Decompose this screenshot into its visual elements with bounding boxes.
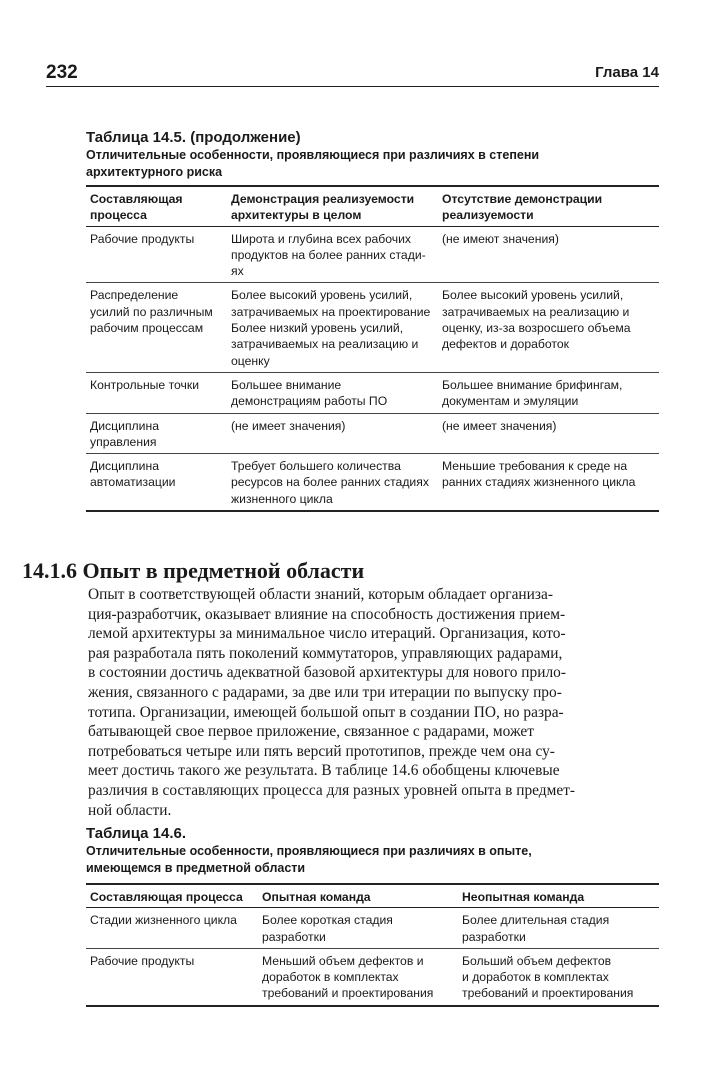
table-cell bbox=[86, 454, 227, 511]
table-subtitle bbox=[86, 147, 659, 181]
chapter-label: Глава 14 bbox=[595, 64, 659, 81]
text-line: затрачиваемых на реализацию и bbox=[231, 337, 419, 352]
section-heading: 14.1.6 Опыт в предметной области bbox=[22, 558, 365, 583]
text-line: Рабочие продукты bbox=[90, 953, 195, 968]
table-cell bbox=[458, 948, 659, 1005]
table-cell bbox=[86, 226, 227, 283]
text-line: архитектуры в целом bbox=[231, 208, 362, 223]
table-cell bbox=[227, 226, 438, 283]
body-line: потребоваться четыре или пять версий прототипов, прежде чем она су- bbox=[88, 742, 555, 760]
header-rule bbox=[46, 86, 659, 87]
text-line: Больший объем дефектов bbox=[462, 953, 612, 968]
body-line: Опыт в соответствующей области знаний, которым обладает организа- bbox=[88, 586, 553, 603]
text-line: Демонстрация реализуемости bbox=[231, 192, 415, 206]
text-line: Контрольные точки bbox=[90, 377, 200, 392]
text-line: Более высокий уровень усилий, bbox=[442, 288, 624, 303]
text-line: Дисциплина bbox=[90, 459, 159, 474]
table-row bbox=[86, 283, 659, 372]
text-line: затрачиваемых на проектирование bbox=[231, 304, 431, 319]
text-line: Составляющая bbox=[90, 192, 183, 206]
table-row bbox=[86, 908, 659, 949]
page-number: 232 bbox=[46, 62, 78, 83]
text-line: Распределение bbox=[90, 288, 179, 303]
table-14-5-block bbox=[86, 128, 659, 512]
table-row bbox=[86, 454, 659, 511]
table-header-row bbox=[86, 884, 659, 908]
text-line: Меньшие требования к среде на bbox=[442, 459, 628, 474]
table-title: Таблица 14.5. (продолжение) bbox=[86, 129, 301, 146]
text-line: Дисциплина bbox=[90, 418, 159, 433]
table-cell bbox=[86, 372, 227, 413]
text-line: Составляющая процесса bbox=[90, 890, 243, 904]
text-line: Рабочие продукты bbox=[90, 231, 195, 246]
table-cell bbox=[438, 283, 659, 372]
text-line: ранних стадиях жизненного цикла bbox=[442, 475, 636, 490]
body-line: в состоянии достичь адекватной базовой архитектуры для нового прило- bbox=[88, 664, 566, 682]
text-line: усилий по различным bbox=[90, 304, 213, 319]
table-cell bbox=[86, 948, 258, 1005]
text-line: реализуемости bbox=[442, 208, 534, 223]
table-cell bbox=[438, 413, 659, 454]
text-line: требований и проектирования bbox=[462, 986, 634, 1001]
column-header bbox=[438, 186, 659, 226]
text-line: Более длительная стадия bbox=[462, 913, 610, 928]
table-cell bbox=[227, 413, 438, 454]
body-line: ция-разработчик, оказывает влияние на способность достижения прием- bbox=[88, 605, 566, 623]
table-title: Таблица 14.6. bbox=[86, 825, 187, 842]
text-line: продуктов на более ранних стади- bbox=[231, 247, 426, 262]
text-line: Более высокий уровень усилий, bbox=[231, 288, 413, 303]
table-row bbox=[86, 372, 659, 413]
text-line: Меньший объем дефектов и bbox=[262, 953, 424, 968]
table-subtitle-line: Отличительные особенности, проявляющиеся при различиях в степени bbox=[86, 148, 540, 162]
text-line: ресурсов на более ранних стадиях bbox=[231, 475, 429, 490]
text-line: оценку bbox=[231, 353, 270, 368]
column-header bbox=[86, 884, 258, 908]
table-subtitle-line: Отличительные особенности, проявляющиеся при различиях в опыте, bbox=[86, 844, 532, 858]
table-cell bbox=[86, 283, 227, 372]
table-subtitle-line: архитектурного риска bbox=[86, 165, 223, 179]
table-14-6-block bbox=[86, 824, 659, 1007]
text-line: и доработок в комплектах bbox=[462, 970, 609, 985]
table-cell bbox=[458, 908, 659, 949]
text-line: ях bbox=[231, 264, 244, 279]
column-header bbox=[258, 884, 458, 908]
text-line: жизненного цикла bbox=[231, 491, 333, 506]
text-line: рабочим процессам bbox=[90, 321, 204, 336]
text-line: разработки bbox=[462, 929, 526, 944]
body-line: рая разработала пять поколений коммутаторов, управляющих радарами, bbox=[88, 644, 563, 662]
text-line: (не имеют значения) bbox=[442, 231, 559, 246]
text-line: управления bbox=[90, 434, 157, 449]
table-cell bbox=[86, 413, 227, 454]
column-header bbox=[458, 884, 659, 908]
text-line: затрачиваемых на реализацию и bbox=[442, 304, 630, 319]
text-line: оценку, из-за возросшего объема bbox=[442, 321, 631, 336]
table-cell bbox=[258, 948, 458, 1005]
table-14-6 bbox=[86, 883, 659, 1007]
text-line: дефектов и доработок bbox=[442, 337, 569, 352]
table-row bbox=[86, 226, 659, 283]
column-header bbox=[227, 186, 438, 226]
table-cell bbox=[258, 908, 458, 949]
text-line: документам и эмуляции bbox=[442, 394, 579, 409]
table-cell bbox=[227, 454, 438, 511]
text-line: автоматизации bbox=[90, 475, 176, 490]
text-line: процесса bbox=[90, 208, 147, 223]
text-line: Неопытная команда bbox=[462, 890, 585, 904]
text-line: (не имеет значения) bbox=[231, 418, 346, 433]
text-line: Большее внимание брифингам, bbox=[442, 377, 623, 392]
table-subtitle-line: имеющемся в предметной области bbox=[86, 861, 306, 875]
text-line: требований и проектирования bbox=[262, 986, 434, 1001]
table-subtitle bbox=[86, 843, 659, 877]
table-14-5 bbox=[86, 185, 659, 512]
text-line: Более короткая стадия bbox=[262, 913, 393, 928]
text-line: Требует большего количества bbox=[231, 459, 401, 474]
text-line: Отсутствие демонстрации bbox=[442, 192, 603, 206]
table-row bbox=[86, 948, 659, 1005]
table-cell bbox=[438, 454, 659, 511]
table-cell bbox=[438, 226, 659, 283]
text-line: Широта и глубина всех рабочих bbox=[231, 231, 411, 246]
text-line: разработки bbox=[262, 929, 326, 944]
body-line: жения, связанного с радарами, за две или три итерации по выпуску про- bbox=[88, 683, 562, 701]
body-line: батывающей свое первое приложение, связанное с радарами, может bbox=[88, 723, 534, 741]
body-line: лемой архитектуры за минимальное число итераций. Организация, кото- bbox=[88, 625, 566, 643]
text-line: Более низкий уровень усилий, bbox=[231, 321, 404, 336]
body-line: меет достичь такого же результата. В таблице 14.6 обобщены ключевые bbox=[88, 762, 560, 780]
table-cell bbox=[227, 372, 438, 413]
text-line: доработок в комплектах bbox=[262, 970, 399, 985]
table-cell bbox=[227, 283, 438, 372]
text-line: Опытная команда bbox=[262, 890, 371, 904]
body-line: ной области. bbox=[88, 801, 172, 819]
table-row bbox=[86, 413, 659, 454]
text-line: Большее внимание bbox=[231, 377, 342, 392]
body-line: различия в составляющих процесса для разных уровней опыта в предмет- bbox=[88, 781, 576, 799]
text-line: (не имеет значения) bbox=[442, 418, 557, 433]
body-line: тотипа. Организации, имеющей большой опыт в создании ПО, но разра- bbox=[88, 703, 564, 721]
page-header bbox=[46, 62, 659, 84]
column-header bbox=[86, 186, 227, 226]
table-header-row bbox=[86, 186, 659, 226]
table-cell bbox=[438, 372, 659, 413]
table-cell bbox=[86, 908, 258, 949]
text-line: Стадии жизненного цикла bbox=[90, 913, 237, 928]
section-body bbox=[88, 585, 659, 820]
text-line: демонстрациям работы ПО bbox=[231, 394, 388, 409]
